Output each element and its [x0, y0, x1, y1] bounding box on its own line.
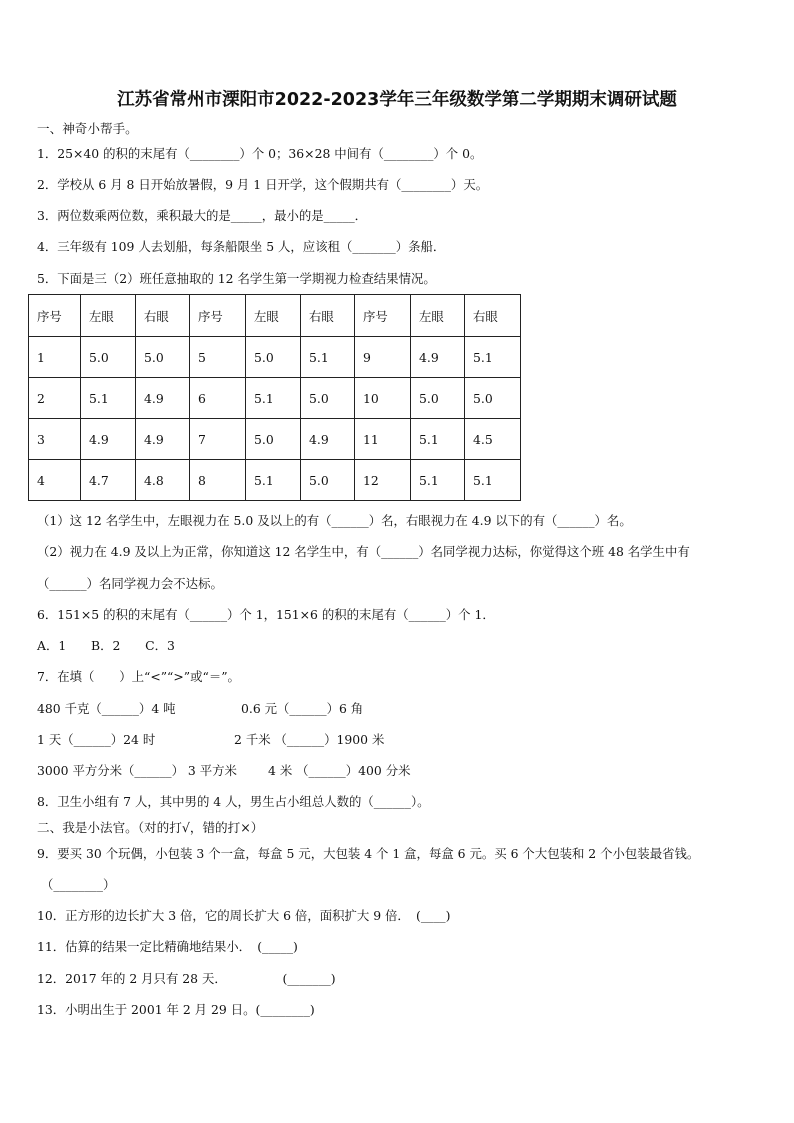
table-cell: 5.0: [81, 337, 136, 378]
table-cell: 5.1: [246, 460, 301, 501]
table-cell: 4.9: [136, 378, 190, 419]
table-cell: 5.0: [136, 337, 190, 378]
table-cell: 4.9: [301, 419, 355, 460]
table-cell: 11: [355, 419, 411, 460]
table-header-cell: 序号: [29, 295, 81, 337]
question-1: 1．25×40 的积的末尾有（________）个 0；36×28 中间有（________）个 0。: [37, 146, 483, 161]
table-cell: 4.8: [136, 460, 190, 501]
table-cell: 4.5: [465, 419, 521, 460]
table-row: [29, 378, 521, 419]
table-cell: 6: [190, 378, 246, 419]
table-cell: 8: [190, 460, 246, 501]
table-header-cell: 右眼: [465, 295, 521, 337]
question-3: 3．两位数乘两位数，乘积最大的是_____，最小的是_____．: [37, 208, 368, 223]
table-cell: 4.9: [81, 419, 136, 460]
question-2: 2．学校从 6 月 8 日开始放暑假，9 月 1 日开学，这个假期共有（________）天。: [37, 177, 489, 192]
table-cell: 7: [190, 419, 246, 460]
question-5-part-2-continued: （______）名同学视力会不达标。: [37, 576, 223, 591]
table-cell: 10: [355, 378, 411, 419]
table-cell: 4.9: [411, 337, 465, 378]
table-cell: 12: [355, 460, 411, 501]
page-title: 江苏省常州市溧阳市2022-2023学年三年级数学第二学期期末调研试题: [117, 90, 677, 110]
question-11: 11．估算的结果一定比精确地结果小． (_____): [37, 939, 298, 954]
question-7-item-a2: 0.6 元（______）6 角: [241, 701, 364, 716]
section-heading-2: 二、我是小法官。（对的打√，错的打×）: [37, 820, 264, 835]
table-header-cell: 序号: [355, 295, 411, 337]
table-header-cell: 序号: [190, 295, 246, 337]
table-cell: 5.0: [301, 460, 355, 501]
question-7-item-a1: 480 千克（______）4 吨: [37, 701, 176, 716]
question-4: 4．三年级有 109 人去划船，每条船限坐 5 人，应该租（_______）条船．: [37, 239, 446, 254]
question-10: 10．正方形的边长扩大 3 倍，它的周长扩大 6 倍，面积扩大 9 倍． (____): [37, 908, 451, 923]
question-6: 6．151×5 的积的末尾有（______）个 1，151×6 的积的末尾有（______）个 1．: [37, 607, 495, 622]
table-cell: 5: [190, 337, 246, 378]
table-cell: 5.1: [81, 378, 136, 419]
question-7-item-c1: 3000 平方分米（______） 3 平方米: [37, 763, 237, 778]
question-7: 7．在填（ ）上“<”“>”或“＝”。: [37, 669, 240, 684]
question-9-answer-blank: （________）: [41, 877, 116, 892]
table-header-cell: 左眼: [411, 295, 465, 337]
question-5-part-1: （1）这 12 名学生中，左眼视力在 5.0 及以上的有（______）名，右眼视力在 4.9 以下的有（______）名。: [37, 513, 632, 528]
table-cell: 1: [29, 337, 81, 378]
table-cell: 5.0: [411, 378, 465, 419]
table-header-row: [29, 295, 521, 337]
question-12: 12．2017 年的 2 月只有 28 天． (_______): [37, 971, 336, 986]
section-heading-1: 一、神奇小帮手。: [37, 121, 138, 136]
table-header-cell: 左眼: [246, 295, 301, 337]
table-cell: 4.7: [81, 460, 136, 501]
table-cell: 5.0: [246, 337, 301, 378]
table-cell: 4: [29, 460, 81, 501]
question-5: 5．下面是三（2）班任意抽取的 12 名学生第一学期视力检查结果情况。: [37, 271, 436, 286]
question-13: 13．小明出生于 2001 年 2 月 29 日。(________): [37, 1002, 315, 1017]
table-row: [29, 337, 521, 378]
table-cell: 5.1: [465, 337, 521, 378]
table-header-cell: 右眼: [301, 295, 355, 337]
table-header-cell: 右眼: [136, 295, 190, 337]
table-cell: 5.1: [411, 460, 465, 501]
table-cell: 5.0: [301, 378, 355, 419]
table-cell: 2: [29, 378, 81, 419]
question-8: 8．卫生小组有 7 人，其中男的 4 人，男生占小组总人数的（______）。: [37, 794, 430, 809]
question-5-part-2: （2）视力在 4.9 及以上为正常，你知道这 12 名学生中，有（______）名同学视力达标，你觉得这个班 48 名学生中有: [37, 544, 690, 559]
question-7-item-b2: 2 千米 （______）1900 米: [234, 732, 385, 747]
table-header-cell: 左眼: [81, 295, 136, 337]
table-cell: 5.0: [246, 419, 301, 460]
question-6-options: A．1 B．2 C．3: [37, 638, 175, 653]
table-cell: 3: [29, 419, 81, 460]
table-cell: 5.1: [301, 337, 355, 378]
table-cell: 5.1: [411, 419, 465, 460]
table-row: [29, 460, 521, 501]
question-7-item-b1: 1 天（______）24 时: [37, 732, 156, 747]
table-cell: 5.1: [465, 460, 521, 501]
table-cell: 9: [355, 337, 411, 378]
vision-table: [28, 294, 521, 501]
table-row: [29, 419, 521, 460]
table-cell: 5.0: [465, 378, 521, 419]
table-cell: 5.1: [246, 378, 301, 419]
table-cell: 4.9: [136, 419, 190, 460]
question-7-item-c2: 4 米 （______）400 分米: [268, 763, 411, 778]
question-9: 9．要买 30 个玩偶，小包装 3 个一盒，每盒 5 元，大包装 4 个 1 盒，每盒 6 元。买 6 个大包装和 2 个小包装最省钱。: [37, 846, 700, 861]
